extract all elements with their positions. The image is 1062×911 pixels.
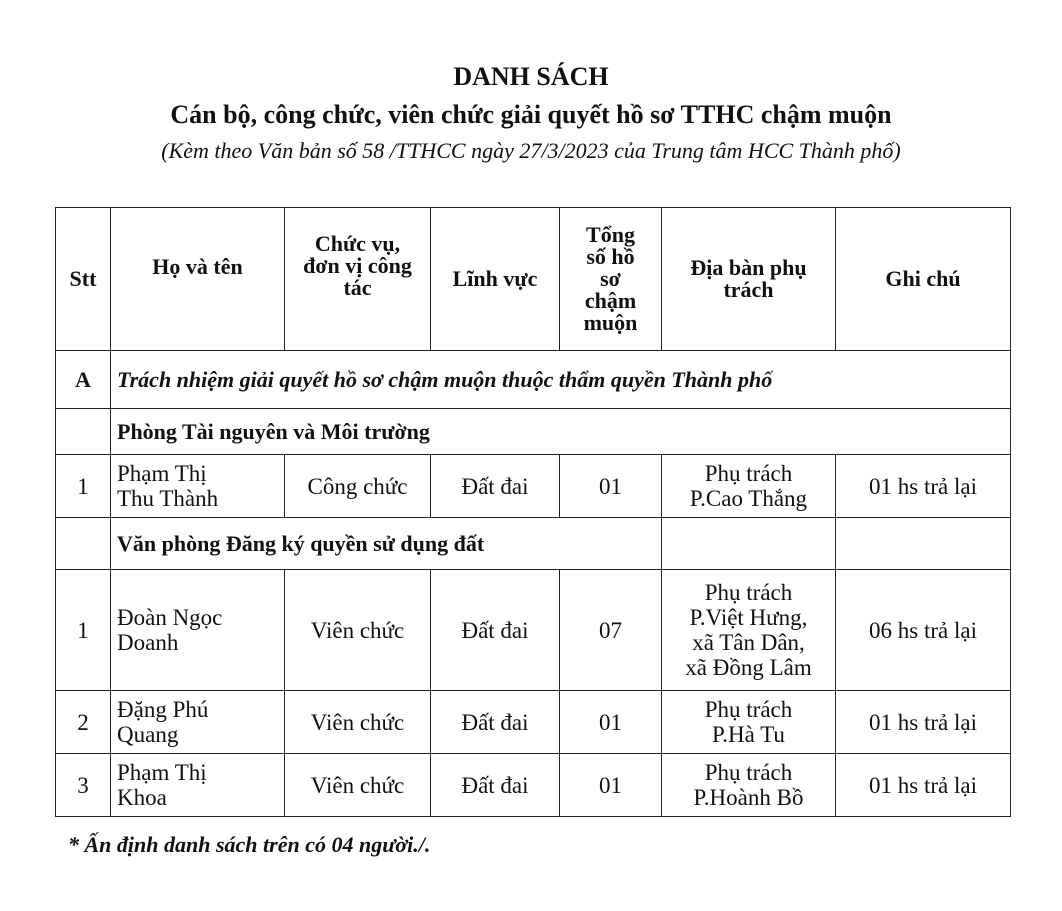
area-line: Phụ trách xyxy=(704,697,793,722)
cell-field: Đất đai xyxy=(431,455,560,518)
section-label: A xyxy=(56,351,111,409)
cell-note: 01 hs trả lại xyxy=(836,691,1011,754)
group-row xyxy=(56,409,1011,455)
cell-area xyxy=(662,691,836,754)
cell-name xyxy=(111,570,285,691)
area-line: Phụ trách xyxy=(704,580,793,605)
cell-position: Viên chức xyxy=(285,570,431,691)
header-name: Họ và tên xyxy=(111,208,285,351)
header-count: Tổng số hồ sơ chậm muộn xyxy=(560,208,662,351)
header-area: Địa bàn phụ trách xyxy=(662,208,836,351)
table-row xyxy=(56,691,1011,754)
cell-position: Viên chức xyxy=(285,691,431,754)
header-position: Chức vụ, đơn vị công tác xyxy=(285,208,431,351)
cell-name xyxy=(111,754,285,817)
cell-position: Viên chức xyxy=(285,754,431,817)
header-field: Lĩnh vực xyxy=(431,208,560,351)
section-title: Trách nhiệm giải quyết hồ sơ chậm muộn thuộc thẩm quyền Thành phố xyxy=(111,351,1011,409)
group-row xyxy=(56,518,1011,570)
document-title: DANH SÁCH xyxy=(453,62,609,91)
area-line: P.Cao Thắng xyxy=(689,486,808,511)
cell-count: 01 xyxy=(560,691,662,754)
cell-field: Đất đai xyxy=(431,691,560,754)
table-row xyxy=(56,455,1011,518)
name-line: Doanh xyxy=(117,630,179,655)
cell-count: 01 xyxy=(560,754,662,817)
name-line: Thu Thành xyxy=(117,486,219,511)
name-line: Phạm Thị xyxy=(117,461,207,486)
cell-field: Đất đai xyxy=(431,754,560,817)
cell-area xyxy=(662,570,836,691)
group-title: Phòng Tài nguyên và Môi trường xyxy=(111,409,1011,455)
table-row xyxy=(56,754,1011,817)
cell-name xyxy=(111,691,285,754)
cell-position: Công chức xyxy=(285,455,431,518)
cell-stt: 3 xyxy=(56,754,111,817)
staff-table xyxy=(55,207,1011,817)
document-subtitle: Cán bộ, công chức, viên chức giải quyết hồ sơ TTHC chậm muộn xyxy=(170,100,892,129)
cell-stt: 2 xyxy=(56,691,111,754)
cell-field: Đất đai xyxy=(431,570,560,691)
name-line: Phạm Thị xyxy=(117,760,207,785)
cell-area xyxy=(662,455,836,518)
document-reference: (Kèm theo Văn bản số 58 /TTHCC ngày 27/3/2023 của Trung tâm HCC Thành phố) xyxy=(161,138,901,163)
name-line: Khoa xyxy=(117,785,167,810)
footer-note: * Ấn định danh sách trên có 04 người./. xyxy=(68,832,431,857)
area-line: Phụ trách xyxy=(704,760,793,785)
area-line: xã Tân Dân, xyxy=(692,630,805,655)
table-header-row xyxy=(56,208,1011,351)
cell-name xyxy=(111,455,285,518)
cell-note: 01 hs trả lại xyxy=(836,754,1011,817)
table-row xyxy=(56,570,1011,691)
cell-count: 01 xyxy=(560,455,662,518)
cell-stt: 1 xyxy=(56,570,111,691)
area-line: P.Hà Tu xyxy=(712,722,785,747)
cell-stt: 1 xyxy=(56,455,111,518)
name-line: Đặng Phú xyxy=(117,697,209,722)
group-title: Văn phòng Đăng ký quyền sử dụng đất xyxy=(111,518,662,570)
name-line: Quang xyxy=(117,722,179,747)
area-line: P.Hoành Bồ xyxy=(693,785,804,810)
cell-note: 06 hs trả lại xyxy=(836,570,1011,691)
header-note: Ghi chú xyxy=(836,208,1011,351)
area-line: Phụ trách xyxy=(704,461,793,486)
section-row xyxy=(56,351,1011,409)
cell-area xyxy=(662,754,836,817)
area-line: P.Việt Hưng, xyxy=(689,605,808,630)
cell-count: 07 xyxy=(560,570,662,691)
header-stt: Stt xyxy=(56,208,111,351)
area-line: xã Đồng Lâm xyxy=(685,655,812,680)
cell-note: 01 hs trả lại xyxy=(836,455,1011,518)
name-line: Đoàn Ngọc xyxy=(117,605,223,630)
